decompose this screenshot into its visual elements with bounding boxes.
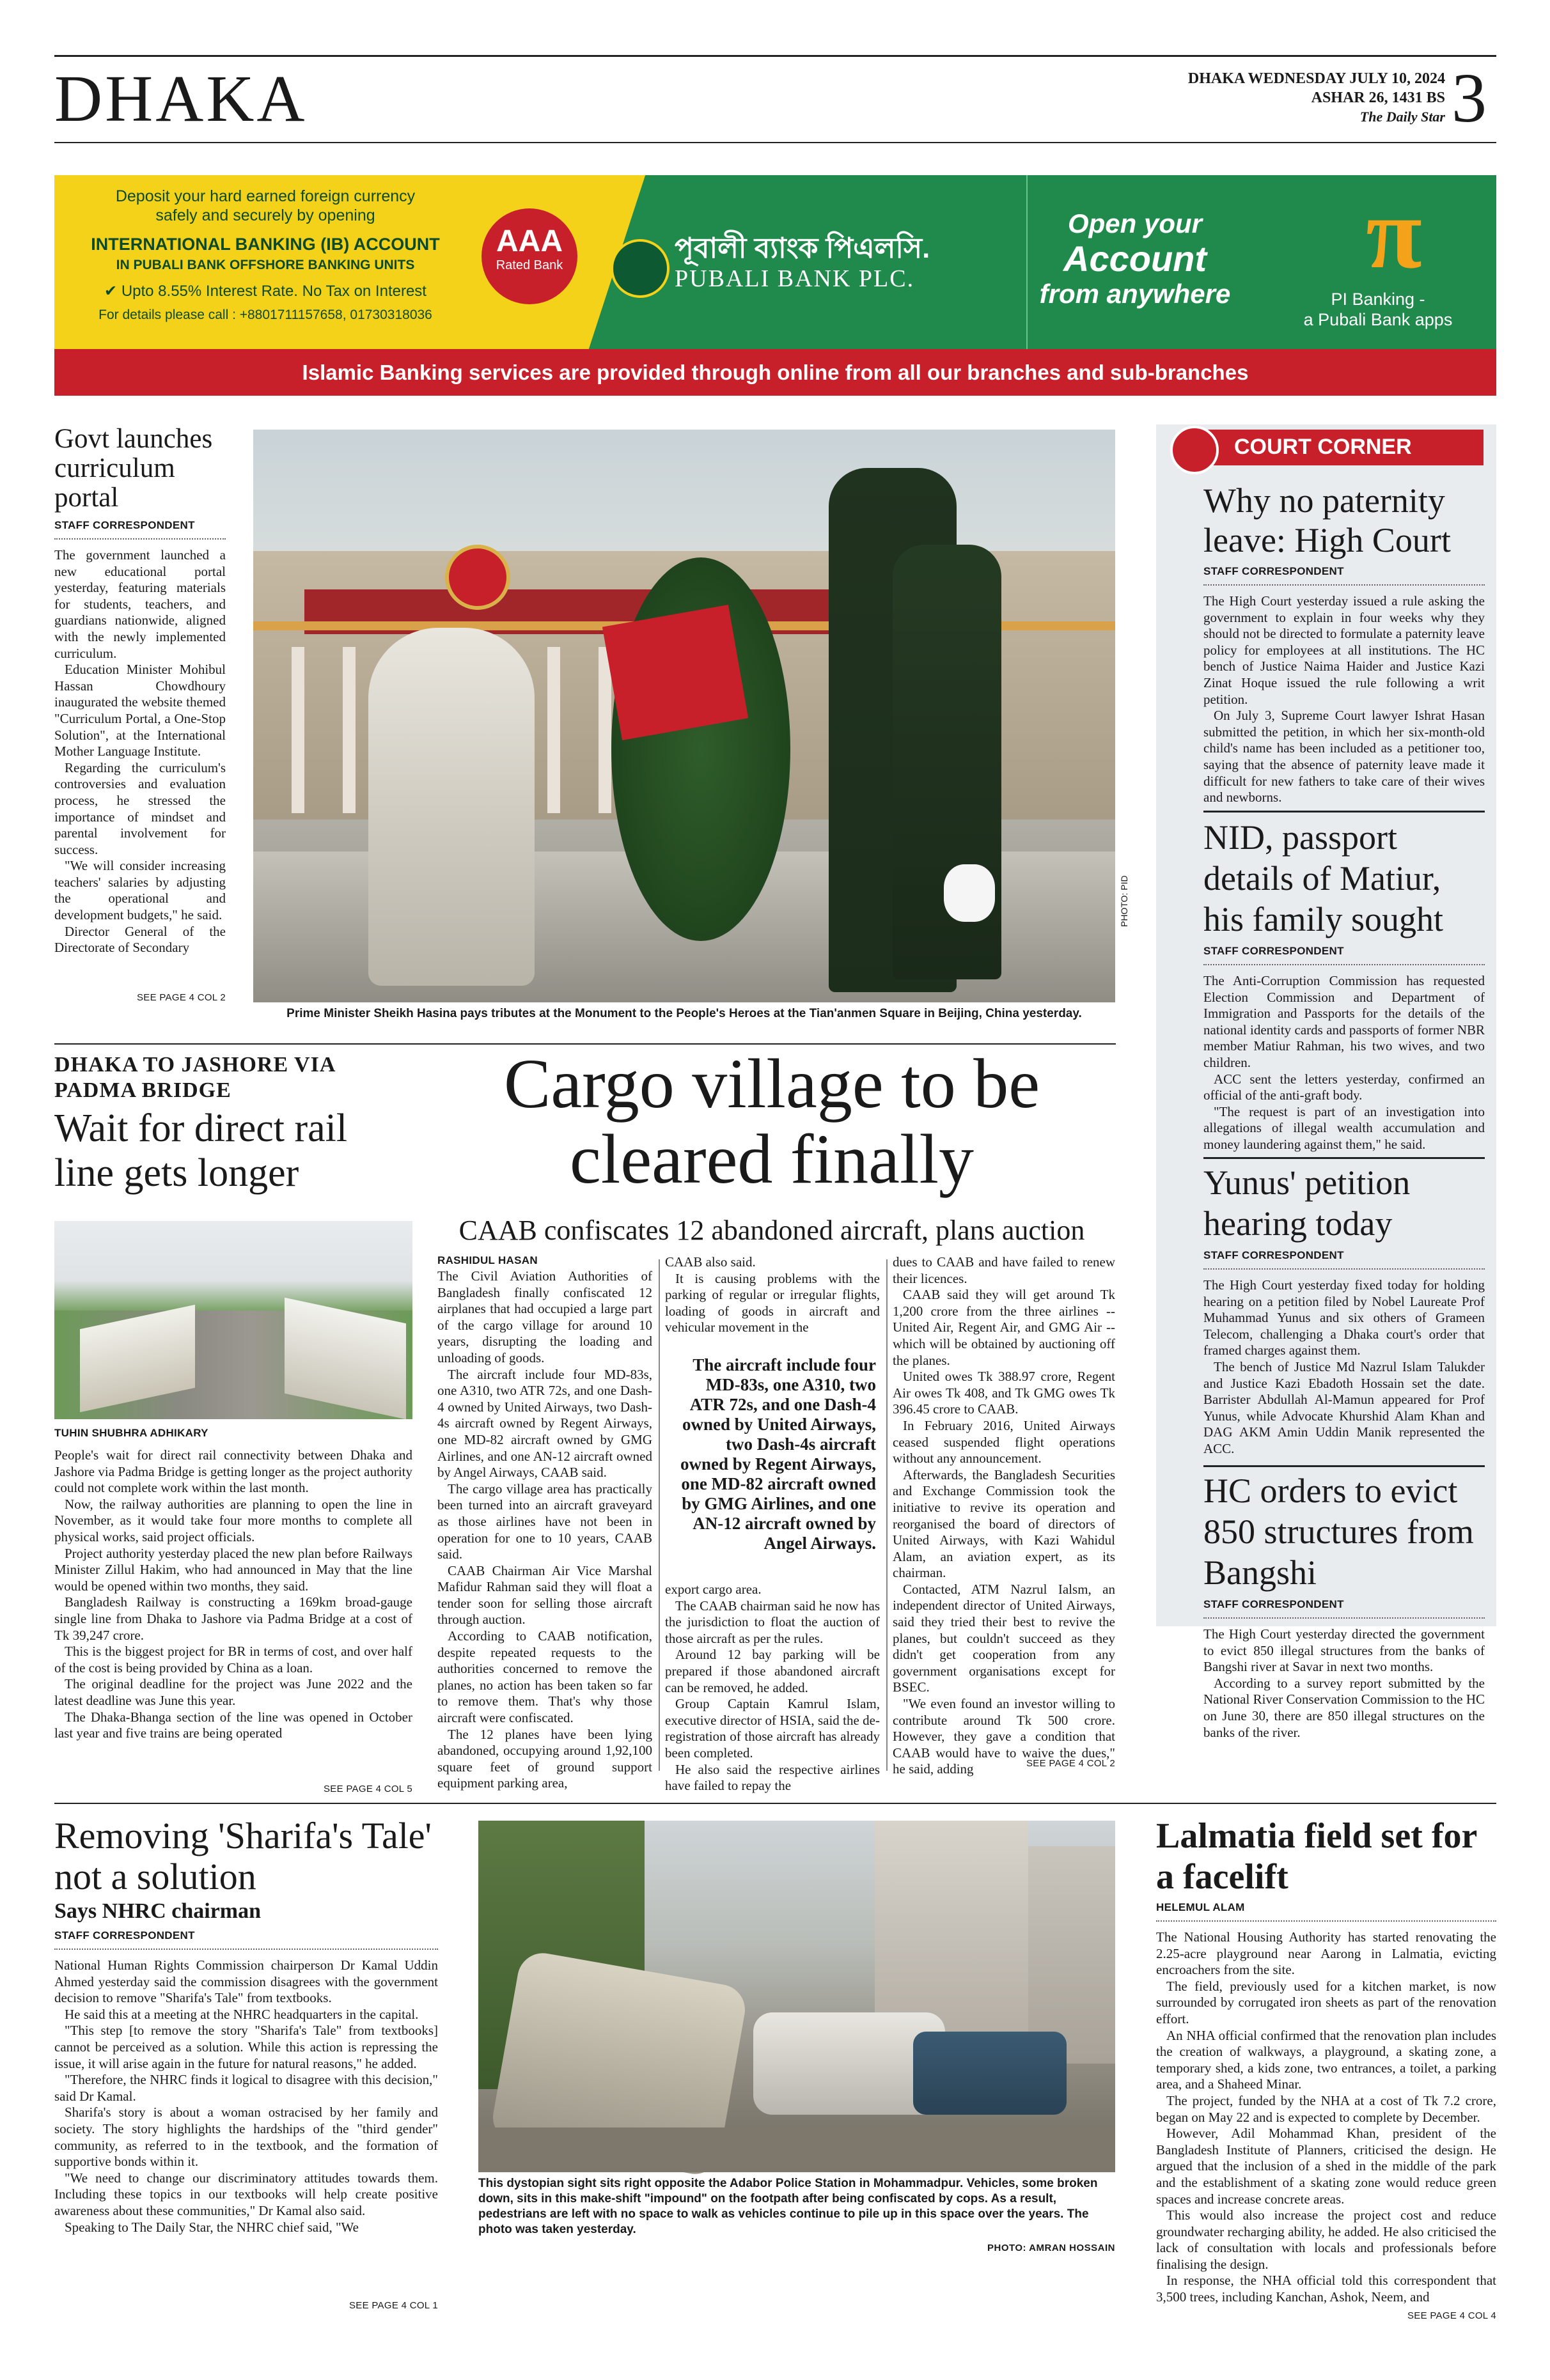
pi-line1: PI Banking - xyxy=(1331,290,1425,309)
gavel-icon xyxy=(1170,426,1219,474)
bank-name: PUBALI BANK PLC. xyxy=(675,265,915,292)
court-headline: Why no paternity leave: High Court xyxy=(1203,481,1451,559)
court-byline: STAFF CORRESPONDENT xyxy=(1203,565,1485,586)
footpath-debris xyxy=(478,2127,1115,2172)
masthead-rule xyxy=(54,142,1496,143)
curriculum-story xyxy=(54,424,226,1003)
curriculum-headline: Govt launches curriculum portal xyxy=(54,424,213,513)
sharifa-see-page[interactable]: SEE PAGE 4 COL 1 xyxy=(348,2300,438,2311)
top-photo-caption: Prime Minister Sheikh Hasina pays tributes at the Monument to the People's Heroes at the Tian'anmen Square in Beijing, China yesterday. xyxy=(286,1007,1082,1020)
date-block xyxy=(1087,69,1445,127)
court-body: The High Court yesterday issued a rule asking the government to explain in four weeks why they should not be directed to formulate a paternity leave policy for employees at all institutions. The HC bench of Justice Naima Haider and Justice Kazi Zinat Hoque issued the rule following a writ petition. On July 3, Supreme Court lawyer Ishrat Hasan submitted the petition, in which her six-month-old child's name has been included as a petitioner too, saying that the absence of paternity leave made it difficult for new fathers to take care of their wives and newborns. xyxy=(1203,593,1485,805)
cargo-byline: RASHIDUL HASAN xyxy=(437,1254,538,1266)
top-rule xyxy=(54,55,1496,57)
bank-bangla: পূবালী ব্যাংক পিএলসি. xyxy=(675,233,930,264)
rating-sub: Rated Bank xyxy=(496,258,563,272)
page-number: 3 xyxy=(1452,59,1487,137)
cargo-headline: Cargo village to be cleared finally xyxy=(503,1045,1040,1198)
open-line2: Account xyxy=(1063,238,1207,279)
rail-kicker: DHAKA TO JASHORE VIA PADMA BRIDGE xyxy=(54,1053,335,1102)
rail-byline: TUHIN SHUBHRA ADHIKARY xyxy=(54,1427,208,1439)
court-story-yunus xyxy=(1203,1162,1485,1458)
rail-body-wrap xyxy=(54,1427,412,1794)
bank-advertisement[interactable] xyxy=(54,175,1496,396)
rail-see-page[interactable]: SEE PAGE 4 COL 5 xyxy=(323,1784,412,1794)
bottom-photo-caption: This dystopian sight sits right opposite the Adabor Police Station in Mohammadpur. Vehicles, some broken down, sits in this make-shift "impound" on the footpath after being confiscated by cops. As a result, pedestrians are left with no space to walk as vehicles continue to pile up in this space over the years. The photo was taken yesterday. xyxy=(478,2177,1098,2236)
lalmatia-byline: HELEMUL ALAM xyxy=(1156,1901,1496,1922)
open-line1: Open your xyxy=(1067,208,1203,238)
sharifa-headline: Removing 'Sharifa's Tale' not a solution xyxy=(54,1815,432,1897)
open-account-block xyxy=(1029,208,1241,309)
curriculum-para: Director General of the Directorate of Secondary xyxy=(54,923,226,956)
court-headline: NID, passport details of Matiur, his family sought xyxy=(1203,818,1443,938)
ad-text-block xyxy=(67,187,464,325)
bottom-photo-credit: PHOTO: AMRAN HOSSAIN xyxy=(987,2243,1115,2253)
top-photo-credit: PHOTO: PID xyxy=(1119,875,1129,927)
check-icon: ✔ xyxy=(104,283,121,300)
rail-headline: Wait for direct rail line gets longer xyxy=(54,1107,348,1195)
cargo-col2-top: CAAB also said. It is causing problems with the parking of regular or irregular flights, loading of goods in aircraft and vehicular movement in the xyxy=(665,1254,880,1335)
sharifa-story xyxy=(54,1816,438,2311)
cargo-subhead: CAAB confiscates 12 abandoned aircraft, plans auction xyxy=(458,1215,1085,1246)
sharifa-subhead: Says NHRC chairman xyxy=(54,1899,262,1923)
pi-icon: π xyxy=(1366,176,1422,290)
railway-photo xyxy=(54,1221,412,1419)
ad-account-title: INTERNATIONAL BANKING (IB) ACCOUNT xyxy=(91,235,440,254)
paper-name: The Daily Star xyxy=(1359,109,1445,125)
pi-line2: a Pubali Bank apps xyxy=(1303,310,1453,329)
lalmatia-see-page[interactable]: SEE PAGE 4 COL 4 xyxy=(1407,2310,1496,2321)
lalmatia-body: The National Housing Authority has started renovating the 2.25-acre playground near Aarong in Lalmatia, evicting encroachers from the site. The field, previously used for a kitchen market, is now surrounded by corrugated iron sheets as part of the renovation effort. An NHA official confirmed that the renovation plan includes the creation of walkways, a playground, a skating zone, a temporary shed, a kids zone, two entrances, a toilet, a parking area, and a Shaheed Minar. The project, funded by the NHA at a cost of Tk 7.2 crore, began on May 22 and is expected to complete by December. However, Adil Mohammad Khan, president of the Bangladesh Institute of Planners, criticised the design. He argued that the inclusion of a shed in the middle of the park and the establishment of a skating zone would reduce green spaces and increase concrete areas. This would also increase the project cost and reduce groundwater recharging ability, he added. He also criticised the lack of consultation with locals and professionals before finalising the design. In response, the NHA official told this correspondent that 3,500 trees, including Kanchan, Ashok, Neem, and xyxy=(1156,1929,1496,2305)
curriculum-para: The government launched a new educational portal yesterday, featuring materials for students, teachers, and guardians nationwide, aligned with the newly implemented curriculum. xyxy=(54,547,226,661)
sharifa-body: National Human Rights Commission chairperson Dr Kamal Uddin Ahmed yesterday said the commission disagrees with the government decision to remove "Sharifa's Tale" from textbooks. He said this at a meeting at the NHRC headquarters in the capital. "This step [to remove the story "Sharifa's Tale" from textbooks] cannot be perceived as a solution. While this action is repressing the issue, it will arise again in the future for natural reasons," he added. "Therefore, the NHRC finds it logical to disagree with this decision," said Dr Kamal. Sharifa's story is about a woman ostracised by her family and society. The story highlights the hardships of the "third gender" community, as referred to in the textbook, and the formation of supportive bonds within it. "We need to change our discriminatory attitudes towards them. Including these topics in our textbooks will help create positive awareness about these communities," Dr Kamal also said. Speaking to The Daily Star, the NHRC chief said, "We xyxy=(54,1957,438,2235)
cargo-col2-bottom: export cargo area. The CAAB chairman said he now has the jurisdiction to float the auction of those aircraft as per the rules. Around 12 bay parking will be prepared if those abandoned aircraft can be removed, he added. Group Captain Kamrul Islam, executive director of HSIA, said the de-registration of those aircraft has already been completed. He also said the respective airlines have failed to repay the xyxy=(665,1582,880,1794)
ad-line1: Deposit your hard earned foreign currency xyxy=(115,187,416,205)
lalmatia-headline: Lalmatia field set for a facelift xyxy=(1156,1816,1477,1897)
court-corner-label: COURT CORNER xyxy=(1234,435,1412,459)
curriculum-para: "We will consider increasing teachers' salaries by adjusting the operational and development budgets," he said. xyxy=(54,858,226,923)
court-body: The High Court yesterday directed the government to evict 850 illegal structures from the banks of Bangshi river at Savar in next two months. According to a survey report submitted by the National River Conservation Commission to the HC on June 30, there are 850 illegal structures on the banks of the river. xyxy=(1203,1626,1485,1740)
open-line3: from anywhere xyxy=(1039,279,1231,309)
ad-rate: ✔ Upto 8.55% Interest Rate. No Tax on Interest xyxy=(104,283,427,300)
cargo-col1: The Civil Aviation Authorities of Bangladesh finally confiscated 12 airplanes that had occupied a large part of the cargo village for around 10 years, disrupting the loading and unloading of goods. The aircraft include four MD-83s, one A310, two ATR 72s, and one Dash-4 owned by United Airways, two Dash-4s aircraft owned by Regent Airways, one MD-82 aircraft owned by GMG Airlines, and one AN-12 aircraft owned by Angel Airways, CAAB said. The cargo village area has practically been turned into an aircraft graveyard as those airlines have not been in operation for one to 10 years, CAAB said. CAAB Chairman Air Vice Marshal Mafidur Rahman said they will float a tender soon for selling those aircraft through auction. According to CAAB notification, despite repeated requests to the authorities concerned to remove the planes, no action has been taken so far to remove them. That's why those aircraft were confiscated. The 12 planes have been lying abandoned, occupying around 1,92,100 square feet of ground support equipment parking area, xyxy=(437,1268,652,1791)
sharifa-byline: STAFF CORRESPONDENT xyxy=(54,1929,438,1950)
rating: AAA xyxy=(496,224,563,258)
court-headline: Yunus' petition hearing today xyxy=(1203,1163,1411,1243)
curriculum-byline: STAFF CORRESPONDENT xyxy=(54,519,226,540)
bank-logo-icon xyxy=(611,239,669,298)
curriculum-para: Regarding the curriculum's controversies and evaluation process, he stressed the importance of mindset and parental involvement for success. xyxy=(54,759,226,857)
lalmatia-story xyxy=(1156,1816,1496,2321)
rail-body: People's wait for direct rail connectivity between Dhaka and Jashore via Padma Bridge is getting longer as the project authority could not complete work within the last month. Now, the railway authorities are planning to open the line in November, as it would take four more months to complete all physical works, said project officials. Project authority yesterday placed the new plan before Railways Minister Zillul Hakim, who had announced in May that the line would be opened within two months, they said. Bangladesh Railway is constructing a 169km broad-gauge single line from Dhaka to Jashore via Padma Bridge at a cost of Tk 39,247 crore. This is the biggest project for BR in terms of cost, and over half of the cost is being provided by China as a loan. The original deadline for the project was June 2022 and the latest deadline was June this year. The Dhaka-Bhanga section of the line was opened in October last year and five trains are being operated xyxy=(54,1447,412,1741)
court-story-nid xyxy=(1203,817,1485,1153)
date-line: DHAKA WEDNESDAY JULY 10, 2024 xyxy=(1187,70,1445,87)
columns xyxy=(292,647,304,813)
court-story-paternity xyxy=(1203,481,1485,806)
wreath-ceremony-photo xyxy=(253,430,1115,1002)
rail-story xyxy=(54,1052,412,1195)
cargo-pullquote: The aircraft include four MD-83s, one A310, two ATR 72s, and one Dash-4 owned by United Airways, two Dash-4s aircraft owned by Regent Airways, one MD-82 aircraft owned by GMG Airlines, and one AN-12 aircraft owned by Angel Airways. xyxy=(680,1355,876,1553)
islamic-banking-banner: Islamic Banking services are provided through online from all our branches and sub-branches xyxy=(54,349,1496,396)
ad-contact: For details please call : +8801711157658, 01730318036 xyxy=(98,307,432,322)
person-in-saree xyxy=(368,628,535,986)
court-story-bangshi xyxy=(1203,1470,1485,1741)
curriculum-body xyxy=(54,547,226,988)
wreath-ribbon xyxy=(602,605,748,740)
court-byline: STAFF CORRESPONDENT xyxy=(1203,1598,1485,1619)
curriculum-para: Education Minister Mohibul Hassan Chowdhoury inaugurated the website themed "Curriculum Portal, a One-Stop Solution", at the International Mother Language Institute. xyxy=(54,662,226,759)
court-body: The High Court yesterday fixed today for holding hearing on a petition filed by Nobel Laureate Prof Muhammad Yunus and six others of Grameen Telecom, challenging a Dhaka court's order that framed charges against them. The bench of Justice Md Nazrul Islam Talukder and Justice Kazi Ebadoth Hossain set the date. Barrister Abdullah Al-Mamun appeared for Prof Yunus, while Advocate Khurshid Alam Khan and DAG AKM Amin Uddin Manik represented the ACC. xyxy=(1203,1277,1485,1456)
section-title: DHAKA xyxy=(54,62,308,136)
aaa-badge xyxy=(481,208,577,304)
curriculum-see-page[interactable]: SEE PAGE 4 COL 2 xyxy=(136,992,226,1003)
court-corner-label-bar xyxy=(1196,430,1483,465)
white-glove xyxy=(944,864,995,922)
pi-banking-text xyxy=(1269,289,1487,330)
court-byline: STAFF CORRESPONDENT xyxy=(1203,945,1485,965)
blue-vehicle xyxy=(913,2032,1067,2115)
cargo-see-page[interactable]: SEE PAGE 4 COL 2 xyxy=(1026,1758,1115,1769)
bank-name-block xyxy=(675,233,930,293)
court-byline: STAFF CORRESPONDENT xyxy=(1203,1249,1485,1270)
court-body: The Anti-Corruption Commission has requested Election Commission and Department of Immigration and Passports for the details of the national identity cards and passports of former NBR member Matiur Rahman, his two wives, and two children. ACC sent the letters yesterday, confirmed an official of the anti-graft body. "The request is part of an investigation into allegations of illegal wealth accumulation and money laundering against them," he said. xyxy=(1203,973,1485,1152)
ad-account-sub: IN PUBALI BANK OFFSHORE BANKING UNITS xyxy=(116,258,415,272)
court-headline: HC orders to evict 850 structures from Bangshi xyxy=(1203,1472,1474,1592)
ad-line2: safely and securely by opening xyxy=(155,206,375,224)
emblem xyxy=(445,545,510,610)
cargo-col3: dues to CAAB and have failed to renew their licences. CAAB said they will get around Tk 1,200 crore from the three airlines -- United Air, Regent Air, and GMG Air -- which will be obtained by auctioning off the planes. United owes Tk 388.97 crore, Regent Air owes Tk 408, and Tk GMG owes Tk 396.45 crore to CAAB. In February 2016, United Airways ceased suspended flight operations without any announcement. Afterwards, the Bangladesh Securities and Exchange Commission took the initiative to revive its operation and reorganised the board of directors of United Airways, with Kazi Wahidul Alam, an aviation expert, as its chairman. Contacted, ATM Nazrul Ialsm, an independent director of United Airways, said they tried their best to revive the planes, but couldn't succeed as they didn't get cooperation from any government organisations except for BSEC. "We even found an investor willing to contribute around Tk 500 crore. However, they gave a condition that CAAB would have to waive the dues," he said, adding xyxy=(893,1254,1115,1777)
bangla-date: ASHAR 26, 1431 BS xyxy=(1311,89,1445,106)
impound-vehicles-photo xyxy=(478,1821,1115,2172)
